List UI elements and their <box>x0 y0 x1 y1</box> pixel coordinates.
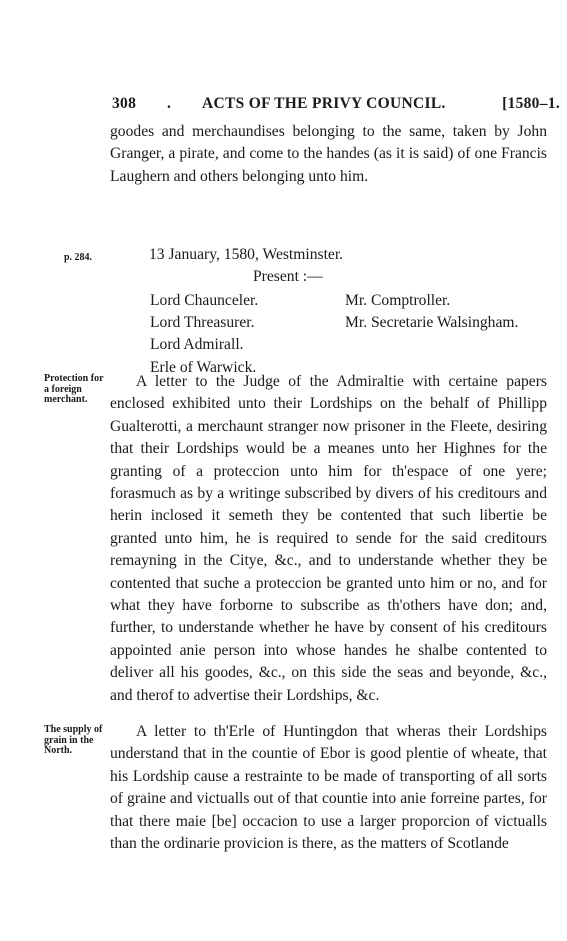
page-number: 308 <box>112 95 137 112</box>
entry-paragraph: A letter to the Judge of the Admiraltie with certaine papers enclosed exhibited unto their Lordships on the behalf of Phillipp Gualterotti, a merchaunt stranger now prisoner in the Fleete, desiring that their Lordships would be a meanes unto her Highnes for the granting of a proteccion unto him for th'espace of one yere; forasmuch as by a writinge subscribed by divers of his creditours and herin inclosed it semeth they be contented that such libertie be granted unto him, he is required to sende for the said creditours remayning in the Citye, &c., and to understande whether they be contented that suche a proteccion be granted unto him or no, and for what they have forborne to subscribe as th'others have don; and, further, to understande whether he have by consent of his creditours appointed anie person into whose handes he shalbe contented to deliver all his goodes, &c., on this side the seas and beyonde, &c., and therof to advertise their Lordships, &c. <box>110 373 547 704</box>
entry-paragraph: A letter to th'Erle of Huntingdon that wheras their Lordships understand that in the countie of Ebor is good plentie of wheate, that his Lordship cause a restrainte to be made of transporting of all sorts of graine and victualls out of that countie into anie forreine partes, for that there maie [be] occacion to use a larger proporcion of victualls than the ordinarie provicion is there, as the matters of Scotlande <box>110 723 547 853</box>
meeting-date-place: 13 January, 1580, Westminster. <box>149 246 344 263</box>
attendees-left-column <box>150 290 258 379</box>
attendee: Lord Chaunceler. <box>150 292 259 309</box>
attendee: Mr. Comptroller. <box>345 292 451 309</box>
continuation-paragraph: goodes and merchaundises belonging to the same, taken by John Granger, a pirate, and come to the handes (as it is said) of one Francis Laughern and others belonging unto him. <box>110 123 547 185</box>
attendee: Lord Admirall. <box>150 336 244 354</box>
running-header <box>112 95 560 117</box>
header-year: [1580–1. <box>502 95 560 112</box>
attendees-right-column <box>345 290 518 334</box>
header-separator: . <box>167 95 172 112</box>
margin-note: The supply of grain in the North. <box>44 724 103 756</box>
page-reference: p. 284. <box>64 252 93 263</box>
running-title: ACTS OF THE PRIVY COUNCIL. <box>202 95 446 112</box>
present-label: Present :— <box>253 268 323 285</box>
attendee: Mr. Secretarie Walsingham. <box>345 314 519 332</box>
margin-note: Protection for a foreign merchant. <box>44 373 104 405</box>
attendee: Erle of Warwick. <box>150 358 257 376</box>
attendee: Lord Threasurer. <box>150 314 255 332</box>
attendee-list <box>150 290 550 378</box>
